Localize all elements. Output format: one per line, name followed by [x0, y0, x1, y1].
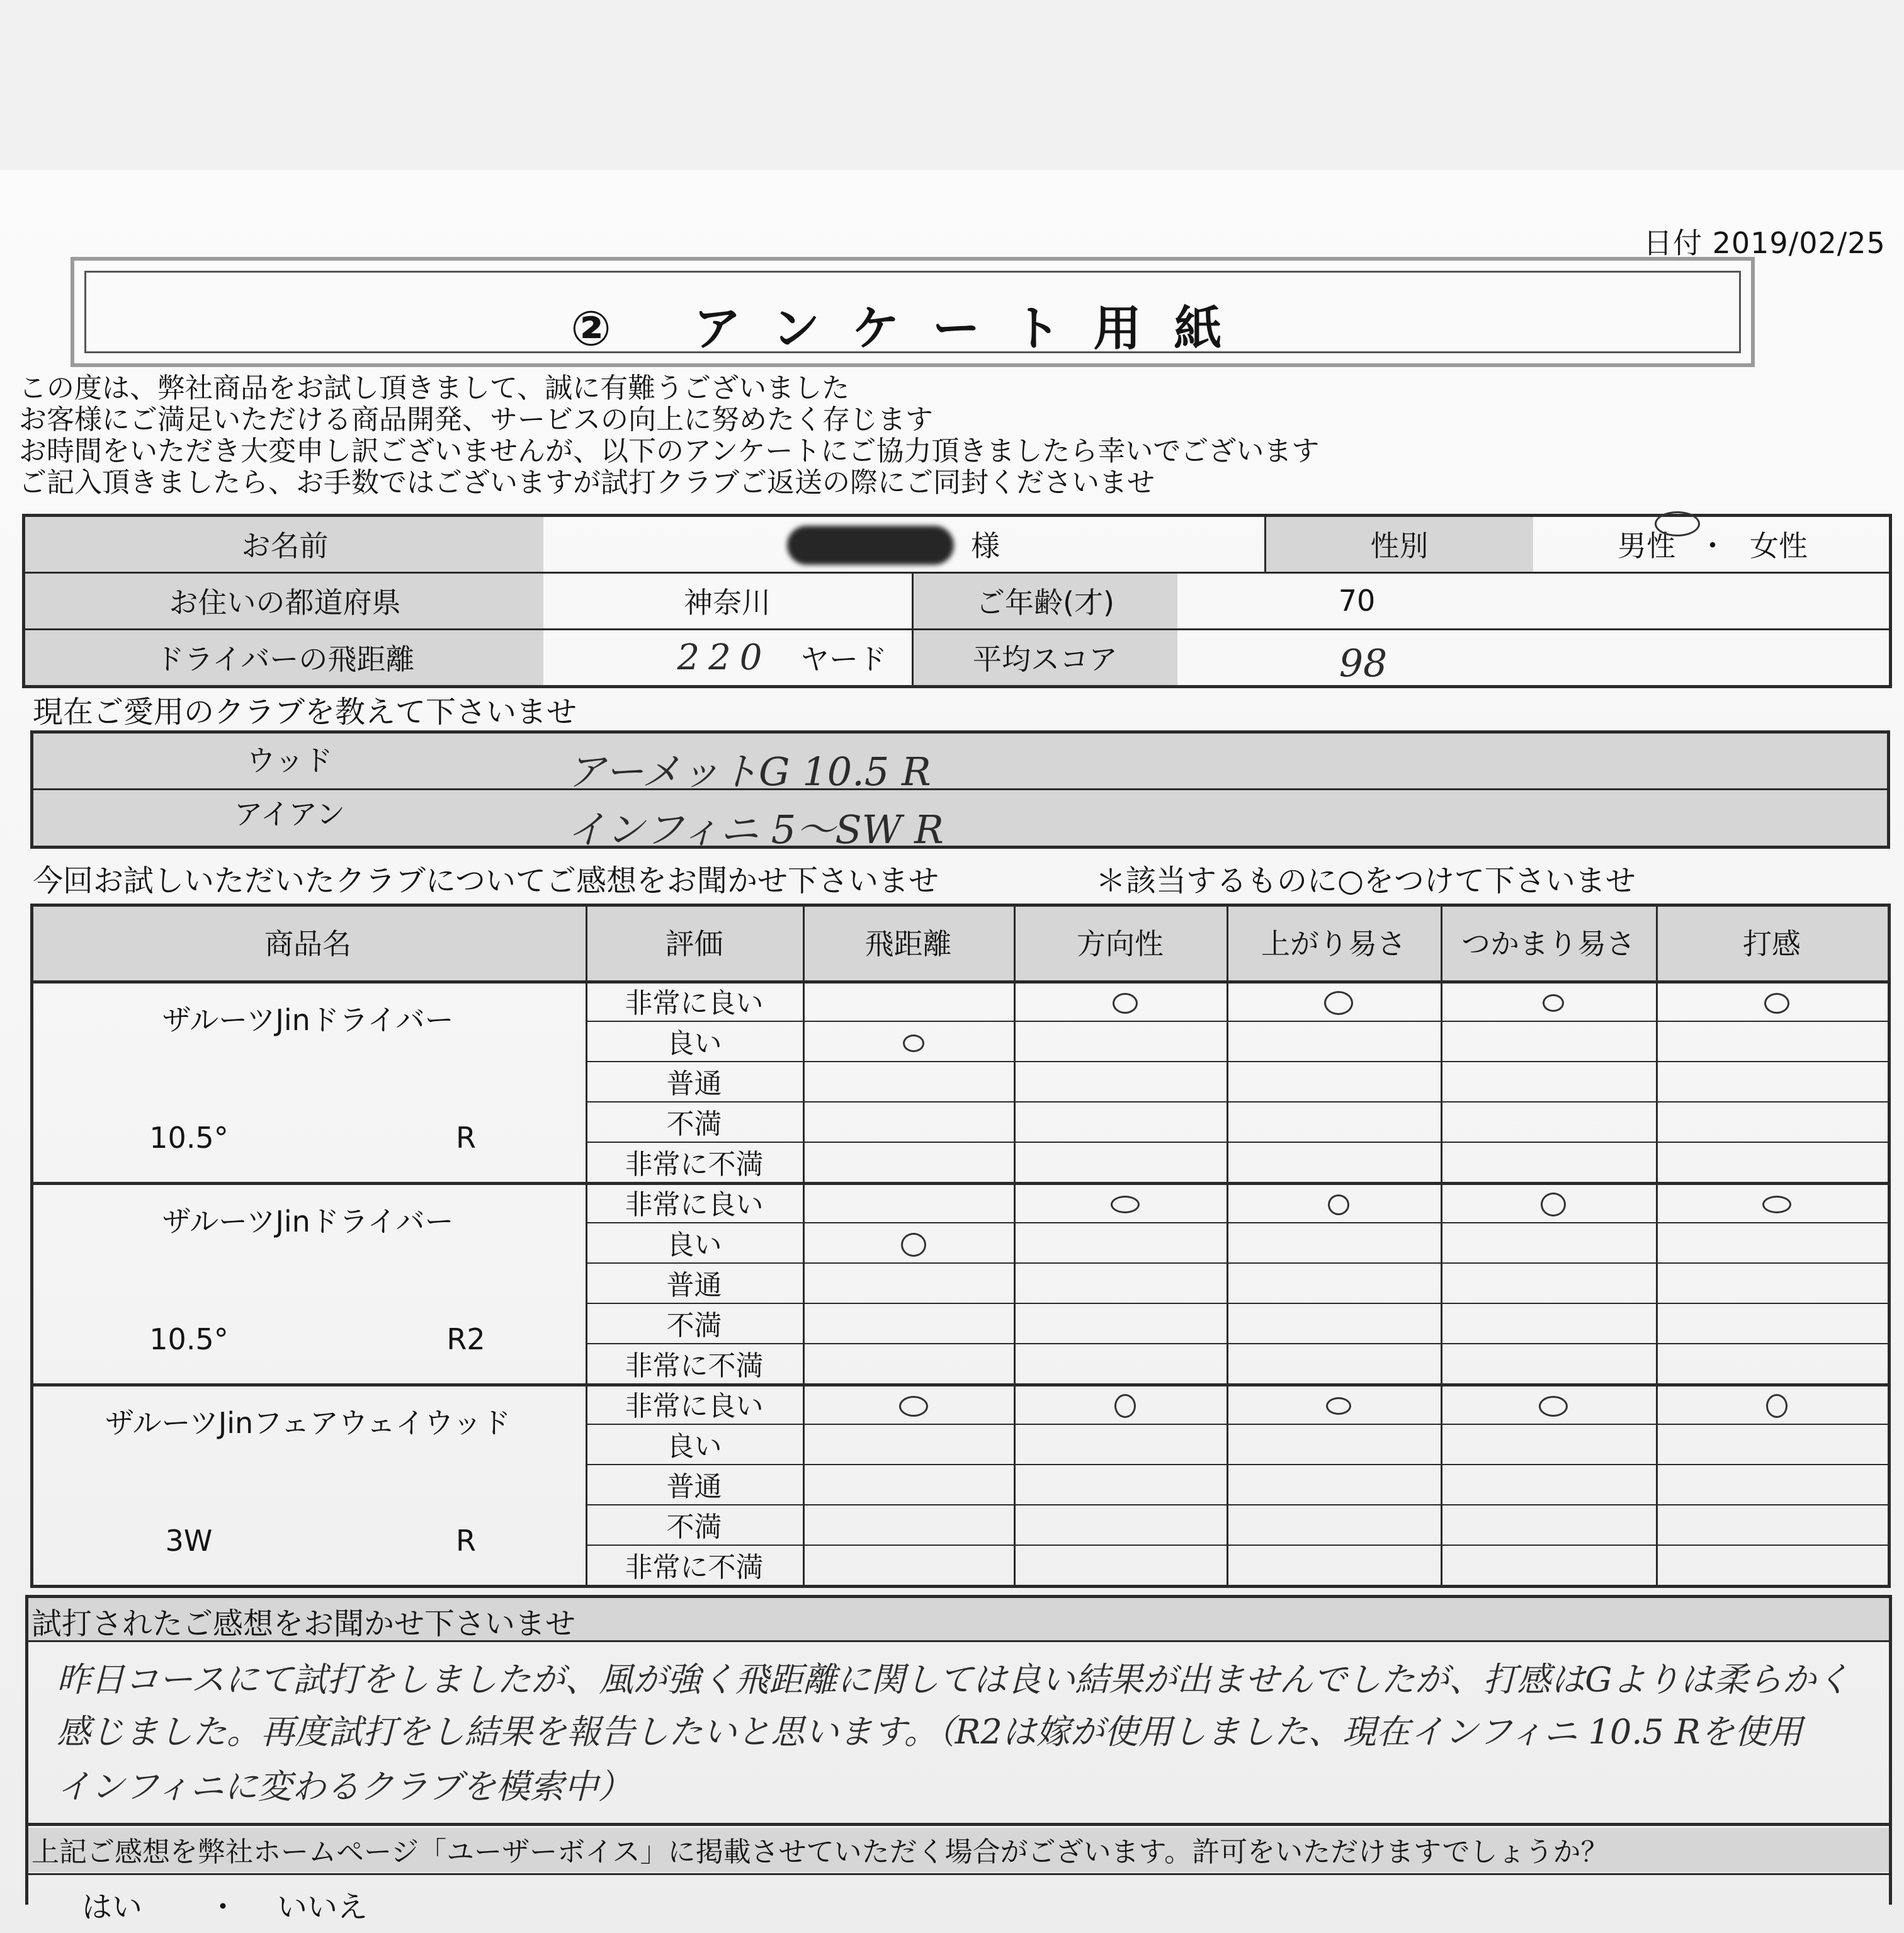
iron-label: アイアン: [234, 797, 346, 831]
gender-separator: ・: [1698, 529, 1727, 563]
rating-label: 不満: [666, 1511, 722, 1543]
selection-mark[interactable]: [1764, 993, 1789, 1014]
gender-male[interactable]: 男性: [1618, 529, 1675, 563]
rating-label: 不満: [666, 1310, 722, 1342]
selection-mark[interactable]: [1762, 1196, 1791, 1213]
permission-separator: ・: [208, 1890, 239, 1925]
gender-label: 性別: [1370, 529, 1429, 563]
selection-mark[interactable]: [1541, 1193, 1566, 1216]
product-name: ザルーツJinドライバー: [162, 1003, 454, 1037]
rating-label: 非常に良い: [625, 987, 764, 1019]
honorific: 様: [971, 529, 1000, 563]
comment-line: インフィニに変わるクラブを模索中）: [57, 1767, 632, 1806]
column-header: 飛距離: [864, 927, 952, 961]
rating-label: 非常に不満: [625, 1350, 764, 1382]
product-flex: R: [456, 1121, 476, 1155]
selection-mark[interactable]: [1543, 994, 1564, 1012]
intro-line: ご記入頂きましたら、お手数ではございますが試打クラブご返送の際にご同封くださいませ: [19, 467, 1155, 499]
intro-paragraph: [19, 373, 1319, 499]
selection-mark[interactable]: [1113, 993, 1138, 1014]
page-title: ② アンケート用紙: [570, 300, 1255, 356]
column-header: 方向性: [1077, 927, 1164, 961]
age-value: 70: [1338, 584, 1376, 618]
rating-label: 良い: [666, 1028, 722, 1060]
column-header: つかまり易さ: [1461, 927, 1635, 961]
score-value: 98: [1339, 642, 1388, 686]
selection-mark[interactable]: [901, 1233, 926, 1257]
column-header: 商品名: [264, 927, 351, 961]
current-clubs-heading: 現在ご愛用のクラブを教えて下さいませ: [33, 694, 577, 730]
selection-mark[interactable]: [1324, 991, 1353, 1015]
date-label: 日付: [1643, 226, 1703, 260]
permission-no[interactable]: いいえ: [277, 1890, 368, 1925]
rating-label: 普通: [666, 1471, 722, 1503]
survey-heading: 今回お試しいただいたクラブについてご感想をお聞かせ下さいませ: [33, 863, 939, 898]
distance-value: 220: [677, 637, 771, 678]
selection-mark[interactable]: [903, 1035, 924, 1052]
selection-mark[interactable]: [1111, 1196, 1140, 1213]
column-header: 上がり易さ: [1261, 927, 1406, 961]
permission-question: 上記ご感想を弊社ホームページ「ユーザーボイス」に掲載させていただく場合がございます。許可をいただけますでしょうか？: [31, 1836, 1609, 1868]
product-loft: 3W: [165, 1524, 213, 1558]
product-name: ザルーツJinフェアウェイウッド: [105, 1406, 511, 1440]
selection-mark[interactable]: [899, 1396, 928, 1417]
selection-mark[interactable]: [1766, 1394, 1788, 1418]
selection-mark[interactable]: [1114, 1394, 1136, 1418]
date-field: [1643, 220, 1886, 262]
distance-label: ドライバーの飛距離: [155, 642, 415, 676]
name-label: お名前: [241, 529, 329, 563]
date-value: 2019/02/25: [1712, 226, 1886, 260]
rating-label: 非常に良い: [625, 1390, 764, 1422]
gender-female[interactable]: 女性: [1750, 529, 1808, 563]
iron-value: インフィニ 5〜SW R: [567, 806, 944, 853]
distance-unit: ヤード: [800, 642, 887, 676]
comment-line: 昨日コースにて試打をしましたが、風が強く飛距離に関しては良い結果が出ませんでしたが、打感はGよりは柔らかく: [57, 1660, 1850, 1699]
rating-label: 非常に良い: [625, 1189, 764, 1221]
title-box: [71, 257, 1755, 367]
rating-label: 普通: [666, 1068, 722, 1100]
selection-mark[interactable]: [1326, 1397, 1351, 1415]
prefecture-value: 神奈川: [684, 586, 771, 620]
comments-heading: 試打されたご感想をお聞かせ下さいませ: [31, 1606, 576, 1641]
wood-value: アーメットG 10.5 R: [567, 748, 931, 795]
product-loft: 10.5°: [149, 1121, 229, 1155]
rating-label: 非常に不満: [625, 1551, 764, 1584]
rating-label: 非常に不満: [625, 1148, 764, 1181]
rating-label: 普通: [666, 1269, 722, 1301]
selection-mark[interactable]: [1328, 1194, 1349, 1215]
rating-label: 不満: [666, 1108, 722, 1140]
permission-yes[interactable]: はい: [82, 1890, 143, 1925]
rating-label: 良い: [666, 1229, 722, 1261]
product-flex: R2: [446, 1322, 485, 1356]
intro-line: お時間をいただき大変申し訳ございませんが、以下のアンケートにご協力頂きましたら幸いでございます: [19, 435, 1320, 467]
wood-label: ウッド: [246, 744, 333, 778]
score-label: 平均スコア: [973, 642, 1118, 676]
column-header: 評価: [665, 927, 723, 961]
rating-label: 良い: [666, 1431, 722, 1463]
comment-line: 感じました。再度試打をし結果を報告したいと思います。（R2は嫁が使用しました、現在インフィニ 10.5 Rを使用: [57, 1712, 1803, 1752]
redacted-name: [787, 526, 954, 565]
prefecture-label: お住いの都道府県: [169, 586, 401, 620]
intro-line: この度は、弊社商品をお試し頂きまして、誠に有難うございました: [19, 372, 850, 404]
column-header: 打感: [1743, 927, 1801, 961]
survey-note: ＊該当するものに○をつけて下さいませ: [1096, 863, 1636, 898]
intro-line: お客様にご満足いただける商品開発、サービスの向上に努めたく存じます: [19, 404, 933, 436]
product-name: ザルーツJinドライバー: [162, 1205, 454, 1239]
product-loft: 10.5°: [149, 1322, 229, 1356]
selection-mark[interactable]: [1539, 1396, 1568, 1417]
age-label: ご年齢(才): [976, 586, 1114, 620]
product-flex: R: [456, 1524, 476, 1558]
